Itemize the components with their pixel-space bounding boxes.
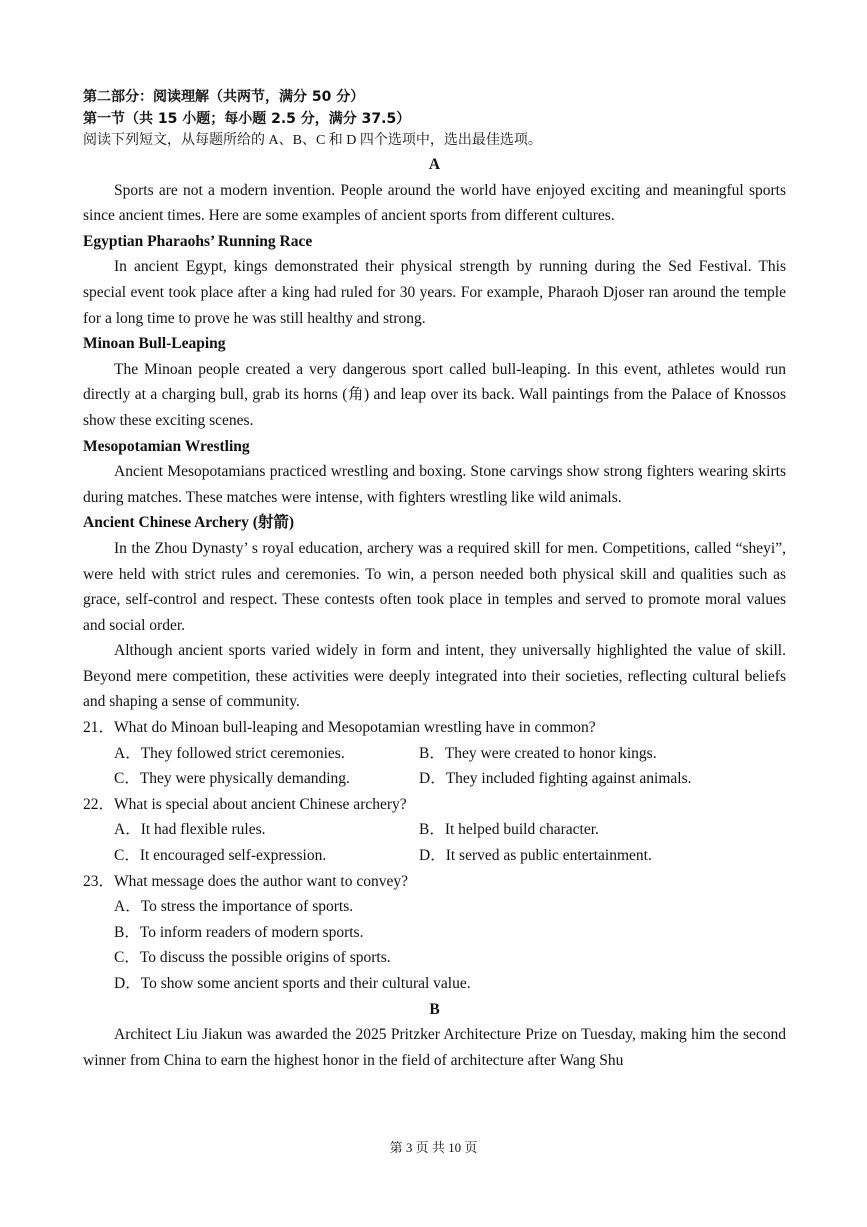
question-stem: 22．What is special about ancient Chinese archery? (83, 795, 407, 813)
option-c: C．They were physically demanding. (114, 770, 350, 788)
option-c: C．It encouraged self-expression. (114, 847, 327, 865)
option-a: A．They followed strict ceremonies. (114, 744, 345, 762)
option-c: C．To discuss the possible origins of sports. (114, 949, 391, 967)
passage-a-intro: Sports are not a modern invention. People around the world have enjoyed exciting and meaningful sports since ancient times. Here are some examples of ancient sports from different cultures. (83, 181, 786, 225)
question-22 (83, 792, 786, 869)
section-heading-mesopotamia: Mesopotamian Wrestling (83, 437, 250, 455)
question-options (83, 741, 786, 792)
passage-b-label: B (429, 1000, 440, 1018)
instruction-text: 阅读下列短文，从每题所给的 A、B、C 和 D 四个选项中，选出最佳选项。 (83, 133, 542, 148)
passage-b-intro: Architect Liu Jiakun was awarded the 2025 Pritzker Architecture Prize on Tuesday, making him the second winner from China to earn the highest honor in the field of architecture after Wang Shu (83, 1026, 786, 1069)
question-stem: 23．What message does the author want to convey? (83, 872, 408, 890)
section-heading-archery: Ancient Chinese Archery (射箭) (83, 514, 295, 532)
section-text-minoan: The Minoan people created a very dangerous sport called bull-leaping. In this event, athletes would run directly at a charging bull, grab its horns (角) and leap over its back. Wall paintings from the Palace of Knossos show these exciting scenes. (83, 360, 786, 429)
part-title: 第二部分：阅读理解（共两节，满分 50 分） (83, 89, 365, 105)
section-text-mesopotamia: Ancient Mesopotamians practiced wrestling and boxing. Stone carvings show strong fighters wearing skirts during matches. These matches were intense, with fighters wrestling like wild animals. (83, 463, 786, 506)
option-d: D．They included fighting against animals. (419, 770, 692, 788)
exam-page (83, 86, 786, 1073)
section-title: 第一节（共 15 小题；每小题 2.5 分，满分 37.5） (83, 111, 411, 127)
option-d: D．It served as public entertainment. (419, 847, 652, 865)
option-a: A．It had flexible rules. (114, 821, 266, 839)
question-23 (83, 869, 786, 997)
page-footer: 第 3 页 共 10 页 (389, 1140, 478, 1155)
passage-a-conclusion: Although ancient sports varied widely in form and intent, they universally highlighted the value of skill. Beyond mere competition, these activities were deeply integrated into their societies, reflecting cultural beliefs and shaping a sense of community. (83, 642, 786, 711)
option-d: D．To show some ancient sports and their cultural value. (114, 975, 471, 992)
section-text-egypt: In ancient Egypt, kings demonstrated their physical strength by running during the Sed Festival. This special event took place after a king had ruled for 30 years. For example, Pharaoh Djoser ran around the temple for a long time to prove he was still healthy and strong. (83, 258, 786, 327)
passage-a-label: A (428, 156, 441, 173)
question-options (83, 817, 786, 868)
section-heading-minoan: Minoan Bull-Leaping (83, 335, 226, 353)
question-options (83, 894, 786, 996)
option-a: A．To stress the importance of sports. (114, 898, 354, 916)
option-b: B．They were created to honor kings. (419, 744, 657, 762)
question-stem: 21．What do Minoan bull-leaping and Mesopotamian wrestling have in common? (83, 719, 596, 737)
question-21 (83, 715, 786, 792)
section-heading-egypt: Egyptian Pharaohs’ Running Race (83, 232, 313, 250)
option-b: B．It helped build character. (419, 821, 599, 839)
option-b: B．To inform readers of modern sports. (114, 923, 364, 941)
section-text-archery: In the Zhou Dynasty’ s royal education, archery was a required skill for men. Competitions, called “sheyi”, were held with strict rules and ceremonies. To win, a person needed both physical skill and qualities such as grace, self-control and respect. These contests often took place in temples and served to promote moral values and social order. (83, 539, 786, 634)
